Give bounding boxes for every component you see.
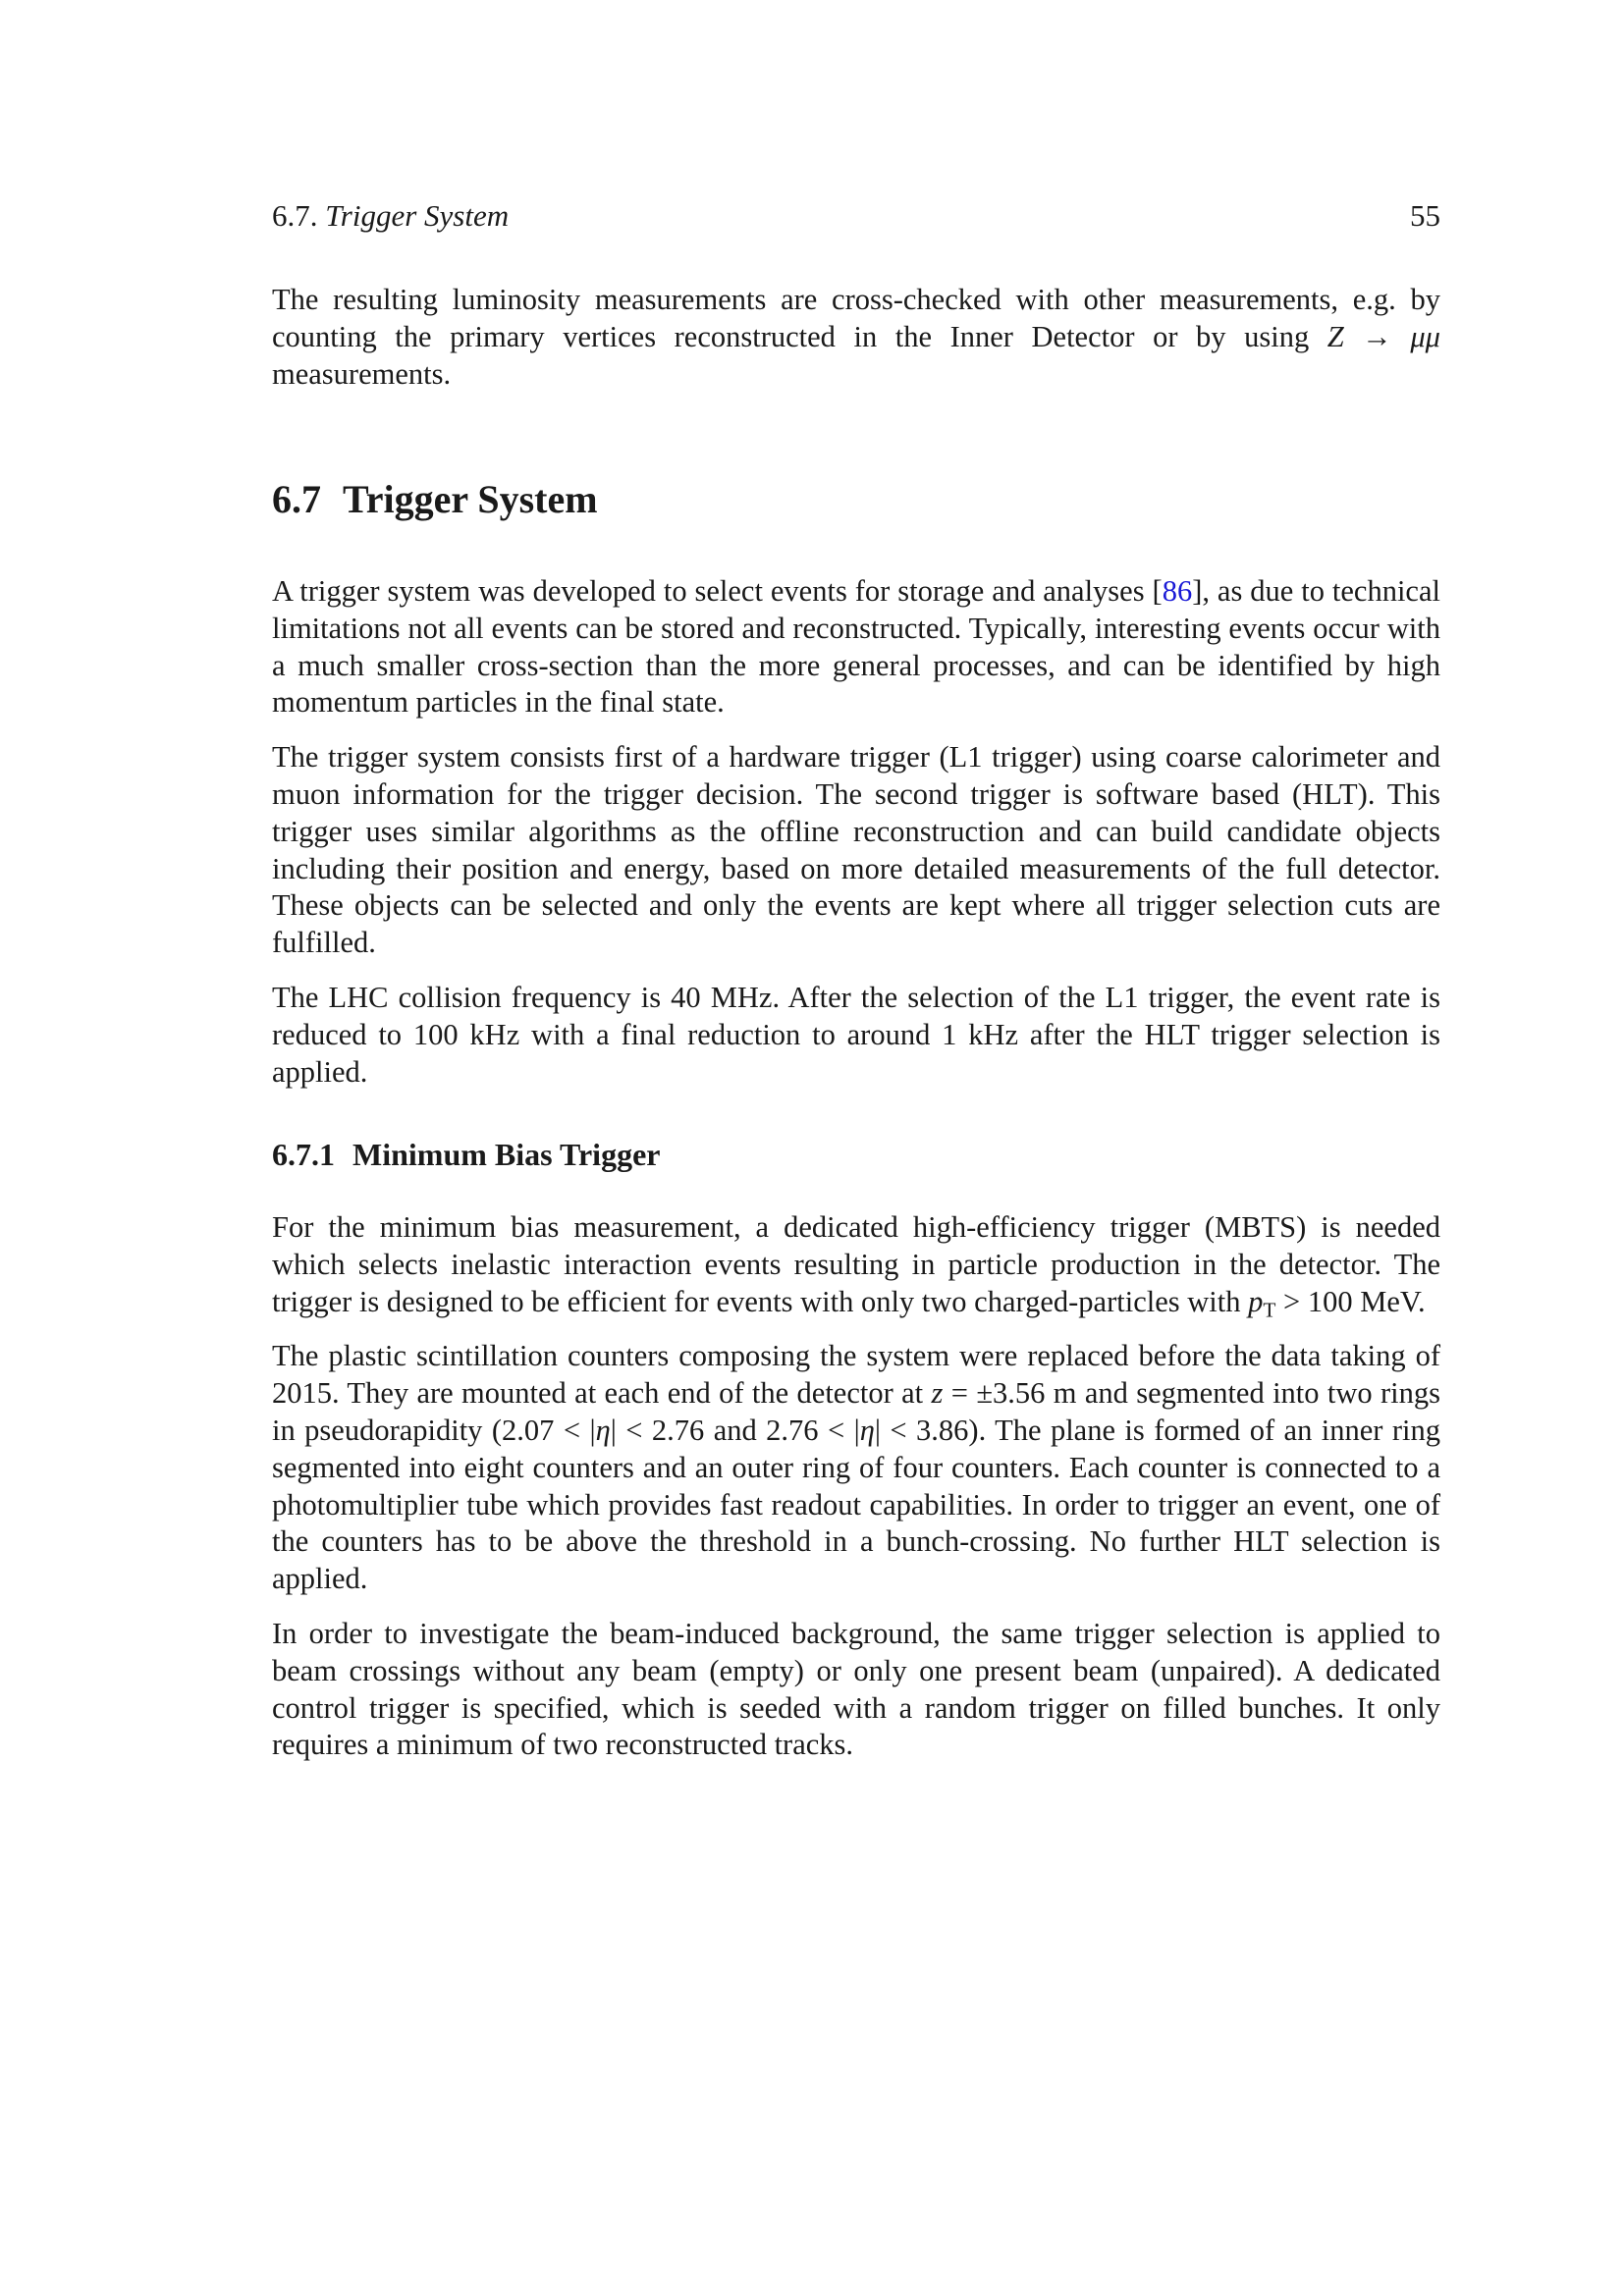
sub-p2-b: = ±3.56 m and segmented into two rings in pseudorapidity (2.07 < | xyxy=(272,1376,1440,1447)
subsection-heading xyxy=(272,1134,660,1175)
sub-p1-after: > 100 MeV. xyxy=(1275,1284,1426,1318)
section-p1-after: ], as due to technical limitations not all events can be stored and reconstructed. Typically, interesting events occur with a much smaller cross-section than the more general processes, and can be identified by high momentum particles in the final state. xyxy=(272,574,1440,720)
subsection-body xyxy=(272,1209,1440,1764)
sub-p1-before: For the minimum bias measurement, a dedicated high-efficiency trigger (MBTS) is needed which selects inelastic interaction events resulting in particle production in the detector. The trigger is designed to be efficient for events with only two charged-particles with xyxy=(272,1210,1440,1318)
sub-p2-a: The plastic scintillation counters composing the system were replaced before the data taking of 2015. They are mounted at each end of the detector at xyxy=(272,1339,1440,1411)
running-head-section: 6.7. xyxy=(272,198,318,233)
intro-paragraph xyxy=(272,282,1440,393)
subsection-paragraph-2 xyxy=(272,1338,1440,1598)
citation-link[interactable]: 86 xyxy=(1162,574,1193,608)
intro-text-before: The resulting luminosity measurements are cross-checked with other measurements, e.g. by counting the primary vertices reconstructed in the Inner Detector or by using xyxy=(272,283,1440,353)
page xyxy=(272,0,1440,2296)
intro-text-after: measurements. xyxy=(272,356,452,391)
section-title: Trigger System xyxy=(343,477,598,521)
section-number: 6.7 xyxy=(272,477,321,521)
subsection-paragraph-3: In order to investigate the beam-induced background, the same trigger selection is applied to beam crossings without any beam (empty) or only one present beam (unpaired). A dedicated control trigger is specified, which is seeded with a random trigger on filled bunches. It only requires a minimum of two reconstructed tracks. xyxy=(272,1616,1440,1762)
section-paragraph-2: The trigger system consists first of a hardware trigger (L1 trigger) using coarse calorimeter and muon information for the trigger decision. The second trigger is software based (HLT). This trigger uses similar algorithms as the offline reconstruction and can build candidate objects including their position and energy, based on more detailed measurements of the full detector. These objects can be selected and only the events are kept where all trigger selection cuts are fulfilled. xyxy=(272,740,1440,960)
intro-paragraph-block xyxy=(272,282,1440,393)
subsection-title: Minimum Bias Trigger xyxy=(352,1137,661,1172)
sub-p2-z: z xyxy=(931,1376,944,1411)
subsection-number: 6.7.1 xyxy=(272,1137,335,1172)
section-p1-before: A trigger system was developed to select events for storage and analyses [ xyxy=(272,574,1163,608)
sub-p1-math-sub: T xyxy=(1263,1297,1276,1321)
intro-math: Z → μμ xyxy=(1326,319,1440,353)
sub-p2-c: | < 2.76 and 2.76 < | xyxy=(610,1413,860,1447)
subsection-paragraph-1 xyxy=(272,1209,1440,1320)
sub-p1-math-var: p xyxy=(1248,1284,1264,1318)
page-number: 55 xyxy=(1410,198,1440,233)
section-heading xyxy=(272,475,598,524)
running-head-title: Trigger System xyxy=(325,198,510,233)
sub-p2-eta-1: η xyxy=(595,1413,611,1447)
sub-p2-eta-2: η xyxy=(859,1413,875,1447)
section-body xyxy=(272,573,1440,1091)
section-paragraph-1 xyxy=(272,573,1440,721)
section-paragraph-3: The LHC collision frequency is 40 MHz. After the selection of the L1 trigger, the event rate is reduced to 100 kHz with a final reduction to around 1 kHz after the HLT trigger selection is applied. xyxy=(272,980,1440,1089)
sub-p2-d: | < 3.86). The plane is formed of an inner ring segmented into eight counters and an outer ring of four counters. Each counter is connected to a photomultiplier tube which provides fast readout capabilities. In order to trigger an event, one of the counters has to be above the threshold in a bunch-crossing. No further HLT selection is applied. xyxy=(272,1413,1441,1596)
running-head xyxy=(272,196,1440,236)
